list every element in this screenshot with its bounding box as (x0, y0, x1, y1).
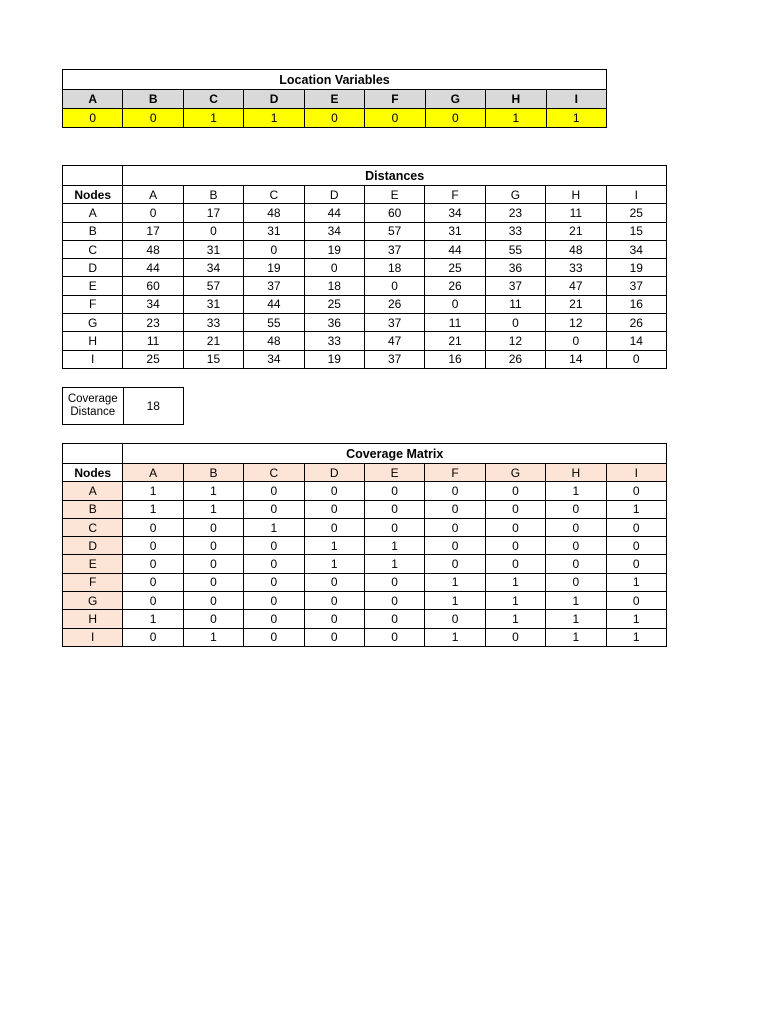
distances-cell[interactable]: 25 (123, 350, 183, 368)
coverage-cell[interactable]: 0 (606, 592, 666, 610)
coverage-row-header[interactable]: C (63, 518, 123, 536)
coverage-cell[interactable]: 0 (364, 628, 424, 646)
distances-column-header[interactable]: G (485, 186, 545, 204)
coverage-row-header[interactable]: I (63, 628, 123, 646)
coverage-cell[interactable]: 0 (183, 518, 243, 536)
coverage-cell[interactable]: 1 (606, 500, 666, 518)
coverage-cell[interactable]: 0 (244, 500, 304, 518)
distances-cell[interactable]: 37 (364, 314, 424, 332)
distances-cell[interactable]: 11 (485, 295, 545, 313)
coverage-column-header[interactable]: E (364, 464, 424, 482)
distances-cell[interactable]: 25 (425, 259, 485, 277)
coverage-distance-value[interactable]: 18 (123, 388, 184, 425)
distances-cell[interactable]: 17 (123, 222, 183, 240)
distances-cell[interactable]: 19 (244, 259, 304, 277)
distances-cell[interactable]: 12 (546, 314, 606, 332)
distances-cell[interactable]: 44 (123, 259, 183, 277)
distances-cell[interactable]: 31 (425, 222, 485, 240)
distances-row-header[interactable]: F (63, 295, 123, 313)
distances-cell[interactable]: 14 (606, 332, 666, 350)
distances-cell[interactable]: 26 (425, 277, 485, 295)
coverage-distance-label[interactable]: Coverage Distance (63, 388, 124, 425)
location-variables-table (62, 69, 607, 128)
coverage-cell[interactable]: 1 (546, 628, 606, 646)
coverage-cell[interactable]: 1 (425, 573, 485, 591)
coverage-matrix-body (63, 444, 667, 647)
distances-cell[interactable]: 0 (546, 332, 606, 350)
distances-cell[interactable]: 21 (183, 332, 243, 350)
distances-cell[interactable]: 47 (364, 332, 424, 350)
coverage-row (63, 628, 667, 646)
distances-title: Distances (123, 166, 667, 186)
coverage-cell[interactable]: 1 (485, 610, 545, 628)
coverage-cell[interactable]: 0 (425, 610, 485, 628)
distances-cell[interactable]: 21 (425, 332, 485, 350)
coverage-cell[interactable]: 0 (485, 500, 545, 518)
coverage-cell[interactable]: 0 (183, 537, 243, 555)
coverage-column-header[interactable]: I (606, 464, 666, 482)
location-value-cell[interactable]: 1 (546, 109, 607, 128)
distances-row-header[interactable]: I (63, 350, 123, 368)
coverage-cell[interactable]: 1 (425, 628, 485, 646)
distances-cell[interactable]: 33 (183, 314, 243, 332)
distances-cell[interactable]: 34 (244, 350, 304, 368)
coverage-cell[interactable]: 0 (546, 518, 606, 536)
distances-cell[interactable]: 47 (546, 277, 606, 295)
distances-cell[interactable]: 26 (485, 350, 545, 368)
distances-row (63, 314, 667, 332)
distances-cell[interactable]: 57 (183, 277, 243, 295)
location-value-cell[interactable]: 0 (425, 109, 485, 128)
coverage-cell[interactable]: 0 (485, 537, 545, 555)
distances-row (63, 204, 667, 222)
distances-cell[interactable]: 0 (304, 259, 364, 277)
location-header-cell[interactable]: H (486, 90, 546, 109)
coverage-cell[interactable]: 1 (546, 592, 606, 610)
distances-cell[interactable]: 14 (546, 350, 606, 368)
location-header-cell[interactable]: B (123, 90, 183, 109)
distances-column-header[interactable]: B (183, 186, 243, 204)
location-value-cell[interactable]: 0 (63, 109, 123, 128)
distances-cell[interactable]: 37 (364, 350, 424, 368)
distances-row (63, 277, 667, 295)
distances-row (63, 295, 667, 313)
distances-nodes-label[interactable]: Nodes (63, 186, 123, 204)
distances-cell[interactable]: 21 (546, 295, 606, 313)
distances-cell[interactable]: 48 (244, 332, 304, 350)
coverage-cell[interactable]: 0 (304, 500, 364, 518)
coverage-cell[interactable]: 1 (304, 555, 364, 573)
distances-cell[interactable]: 33 (304, 332, 364, 350)
distances-body (63, 166, 667, 369)
coverage-row (63, 573, 667, 591)
location-header-cell[interactable]: C (183, 90, 243, 109)
coverage-cell[interactable]: 0 (546, 573, 606, 591)
distances-cell[interactable]: 34 (123, 295, 183, 313)
coverage-row-header[interactable]: D (63, 537, 123, 555)
location-header-cell[interactable]: G (425, 90, 485, 109)
distances-cell[interactable]: 48 (244, 204, 304, 222)
coverage-cell[interactable]: 1 (183, 628, 243, 646)
distances-row-header[interactable]: E (63, 277, 123, 295)
distances-cell[interactable]: 0 (606, 350, 666, 368)
distances-cell[interactable]: 60 (123, 277, 183, 295)
distances-cell[interactable]: 25 (304, 295, 364, 313)
coverage-cell[interactable]: 1 (485, 592, 545, 610)
coverage-cell[interactable]: 0 (546, 500, 606, 518)
distances-cell[interactable]: 44 (425, 240, 485, 258)
coverage-cell[interactable]: 0 (304, 592, 364, 610)
distances-column-header[interactable]: F (425, 186, 485, 204)
coverage-cell[interactable]: 0 (425, 537, 485, 555)
coverage-cell[interactable]: 0 (244, 482, 304, 500)
distances-cell[interactable]: 23 (123, 314, 183, 332)
distances-cell[interactable]: 31 (244, 222, 304, 240)
distances-column-header[interactable]: H (546, 186, 606, 204)
distances-cell[interactable]: 31 (183, 240, 243, 258)
coverage-cell[interactable]: 0 (244, 555, 304, 573)
distances-cell[interactable]: 25 (606, 204, 666, 222)
coverage-cell[interactable]: 1 (485, 573, 545, 591)
coverage-cell[interactable]: 0 (606, 518, 666, 536)
distances-cell[interactable]: 0 (123, 204, 183, 222)
distances-column-header[interactable]: C (244, 186, 304, 204)
coverage-cell[interactable]: 0 (485, 628, 545, 646)
coverage-cell[interactable]: 0 (183, 592, 243, 610)
coverage-row (63, 555, 667, 573)
coverage-cell[interactable]: 0 (606, 482, 666, 500)
distances-cell[interactable]: 0 (244, 240, 304, 258)
distances-column-header[interactable]: E (364, 186, 424, 204)
distances-row (63, 240, 667, 258)
coverage-cell[interactable]: 1 (546, 610, 606, 628)
location-value-cell[interactable]: 0 (304, 109, 364, 128)
coverage-cell[interactable]: 0 (364, 610, 424, 628)
coverage-row (63, 610, 667, 628)
coverage-cell[interactable]: 1 (364, 537, 424, 555)
coverage-distance-table (62, 387, 184, 425)
coverage-matrix-table (62, 443, 667, 647)
coverage-cell[interactable]: 0 (183, 610, 243, 628)
distances-cell[interactable]: 0 (425, 295, 485, 313)
coverage-cell[interactable]: 1 (183, 482, 243, 500)
distances-cell[interactable]: 34 (606, 240, 666, 258)
distances-cell[interactable]: 37 (606, 277, 666, 295)
distances-cell[interactable]: 34 (183, 259, 243, 277)
coverage-cell[interactable]: 0 (425, 555, 485, 573)
distances-cell[interactable]: 48 (123, 240, 183, 258)
distances-cell[interactable]: 19 (304, 240, 364, 258)
distances-cell[interactable]: 57 (364, 222, 424, 240)
distances-cell[interactable]: 11 (123, 332, 183, 350)
coverage-row-header[interactable]: F (63, 573, 123, 591)
coverage-cell[interactable]: 1 (123, 500, 183, 518)
distances-cell[interactable]: 11 (425, 314, 485, 332)
coverage-cell[interactable]: 0 (304, 482, 364, 500)
coverage-cell[interactable]: 0 (485, 555, 545, 573)
coverage-column-header[interactable]: A (123, 464, 183, 482)
distances-cell[interactable]: 16 (425, 350, 485, 368)
distances-column-header[interactable]: I (606, 186, 666, 204)
distances-corner-cell[interactable] (63, 166, 123, 186)
distances-cell[interactable]: 26 (606, 314, 666, 332)
location-value-cell[interactable]: 1 (244, 109, 304, 128)
distances-cell[interactable]: 0 (485, 314, 545, 332)
coverage-row-header[interactable]: H (63, 610, 123, 628)
coverage-cell[interactable]: 0 (606, 555, 666, 573)
location-header-cell[interactable]: A (63, 90, 123, 109)
coverage-cell[interactable]: 1 (546, 482, 606, 500)
distances-cell[interactable]: 12 (485, 332, 545, 350)
coverage-cell[interactable]: 0 (546, 537, 606, 555)
distances-cell[interactable]: 55 (485, 240, 545, 258)
distances-cell[interactable]: 37 (244, 277, 304, 295)
distances-cell[interactable]: 19 (304, 350, 364, 368)
coverage-cell[interactable]: 0 (485, 518, 545, 536)
coverage-cell[interactable]: 0 (183, 555, 243, 573)
coverage-cell[interactable]: 0 (425, 482, 485, 500)
distances-cell[interactable]: 36 (485, 259, 545, 277)
distances-row-header[interactable]: C (63, 240, 123, 258)
location-value-cell[interactable]: 0 (123, 109, 183, 128)
coverage-cell[interactable]: 0 (123, 555, 183, 573)
location-header-cell[interactable]: D (244, 90, 304, 109)
coverage-row (63, 537, 667, 555)
coverage-cell[interactable]: 0 (244, 537, 304, 555)
distances-cell[interactable]: 37 (364, 240, 424, 258)
distances-row-header[interactable]: H (63, 332, 123, 350)
location-value-cell[interactable]: 1 (486, 109, 546, 128)
distances-cell[interactable]: 44 (304, 204, 364, 222)
coverage-row (63, 500, 667, 518)
coverage-cell[interactable]: 0 (123, 537, 183, 555)
distances-table (62, 165, 667, 369)
distances-row (63, 332, 667, 350)
distances-cell[interactable]: 55 (244, 314, 304, 332)
coverage-row (63, 482, 667, 500)
coverage-cell[interactable]: 1 (123, 610, 183, 628)
distances-column-header[interactable]: A (123, 186, 183, 204)
coverage-cell[interactable]: 0 (123, 592, 183, 610)
coverage-cell[interactable]: 0 (364, 500, 424, 518)
coverage-cell[interactable]: 1 (123, 482, 183, 500)
distances-row-header[interactable]: B (63, 222, 123, 240)
location-value-cell[interactable]: 1 (183, 109, 243, 128)
coverage-cell[interactable]: 0 (123, 628, 183, 646)
coverage-cell[interactable]: 0 (606, 537, 666, 555)
distances-cell[interactable]: 21 (546, 222, 606, 240)
coverage-cell[interactable]: 0 (364, 482, 424, 500)
distances-row (63, 222, 667, 240)
distances-cell[interactable]: 34 (425, 204, 485, 222)
coverage-cell[interactable]: 0 (304, 610, 364, 628)
coverage-column-header[interactable]: G (485, 464, 545, 482)
distances-cell[interactable]: 60 (364, 204, 424, 222)
location-value-cell[interactable]: 0 (365, 109, 425, 128)
coverage-cell[interactable]: 1 (304, 537, 364, 555)
distances-cell[interactable]: 26 (364, 295, 424, 313)
coverage-matrix-title: Coverage Matrix (123, 444, 667, 464)
coverage-nodes-label[interactable]: Nodes (63, 464, 123, 482)
coverage-row (63, 518, 667, 536)
distances-cell[interactable]: 33 (546, 259, 606, 277)
coverage-cell[interactable]: 1 (606, 573, 666, 591)
distances-row (63, 259, 667, 277)
coverage-cell[interactable]: 0 (304, 573, 364, 591)
distances-row-header[interactable]: A (63, 204, 123, 222)
coverage-cell[interactable]: 0 (123, 518, 183, 536)
coverage-cell[interactable]: 1 (606, 628, 666, 646)
location-header-cell[interactable]: I (546, 90, 607, 109)
distances-cell[interactable]: 23 (485, 204, 545, 222)
distances-cell[interactable]: 15 (606, 222, 666, 240)
coverage-cell[interactable]: 0 (425, 500, 485, 518)
location-header-cell[interactable]: E (304, 90, 364, 109)
coverage-cell[interactable]: 0 (304, 628, 364, 646)
coverage-row (63, 592, 667, 610)
distances-row (63, 350, 667, 368)
coverage-cell[interactable]: 0 (244, 610, 304, 628)
coverage-cell[interactable]: 1 (244, 518, 304, 536)
coverage-cell[interactable]: 0 (304, 518, 364, 536)
distances-cell[interactable]: 33 (485, 222, 545, 240)
coverage-row-header[interactable]: B (63, 500, 123, 518)
coverage-row-header[interactable]: A (63, 482, 123, 500)
distances-cell[interactable]: 44 (244, 295, 304, 313)
distances-cell[interactable]: 16 (606, 295, 666, 313)
distances-cell[interactable]: 0 (183, 222, 243, 240)
coverage-cell[interactable]: 0 (364, 592, 424, 610)
coverage-row-header[interactable]: G (63, 592, 123, 610)
distances-cell[interactable]: 18 (304, 277, 364, 295)
distances-cell[interactable]: 37 (485, 277, 545, 295)
coverage-cell[interactable]: 1 (183, 500, 243, 518)
distances-cell[interactable]: 48 (546, 240, 606, 258)
distances-cell[interactable]: 31 (183, 295, 243, 313)
coverage-cell[interactable]: 0 (244, 592, 304, 610)
distances-cell[interactable]: 15 (183, 350, 243, 368)
coverage-cell[interactable]: 0 (485, 482, 545, 500)
coverage-column-header[interactable]: C (244, 464, 304, 482)
coverage-cell[interactable]: 0 (244, 573, 304, 591)
distances-row-header[interactable]: G (63, 314, 123, 332)
distances-cell[interactable]: 36 (304, 314, 364, 332)
coverage-cell[interactable]: 1 (364, 555, 424, 573)
distances-cell[interactable]: 34 (304, 222, 364, 240)
distances-column-header[interactable]: D (304, 186, 364, 204)
coverage-cell[interactable]: 0 (364, 573, 424, 591)
coverage-row-header[interactable]: E (63, 555, 123, 573)
distances-cell[interactable]: 18 (364, 259, 424, 277)
distances-cell[interactable]: 19 (606, 259, 666, 277)
coverage-cell[interactable]: 0 (183, 573, 243, 591)
coverage-cell[interactable]: 0 (123, 573, 183, 591)
coverage-cell[interactable]: 0 (364, 518, 424, 536)
coverage-cell[interactable]: 0 (425, 518, 485, 536)
coverage-cell[interactable]: 0 (244, 628, 304, 646)
coverage-column-header[interactable]: D (304, 464, 364, 482)
coverage-cell[interactable]: 1 (606, 610, 666, 628)
coverage-cell[interactable]: 0 (546, 555, 606, 573)
coverage-column-header[interactable]: F (425, 464, 485, 482)
coverage-cell[interactable]: 1 (425, 592, 485, 610)
distances-cell[interactable]: 11 (546, 204, 606, 222)
coverage-column-header[interactable]: B (183, 464, 243, 482)
distances-cell[interactable]: 17 (183, 204, 243, 222)
distances-row-header[interactable]: D (63, 259, 123, 277)
distances-cell[interactable]: 0 (364, 277, 424, 295)
location-variables-title: Location Variables (63, 70, 607, 90)
coverage-corner-cell[interactable] (63, 444, 123, 464)
location-header-cell[interactable]: F (365, 90, 425, 109)
coverage-column-header[interactable]: H (546, 464, 606, 482)
